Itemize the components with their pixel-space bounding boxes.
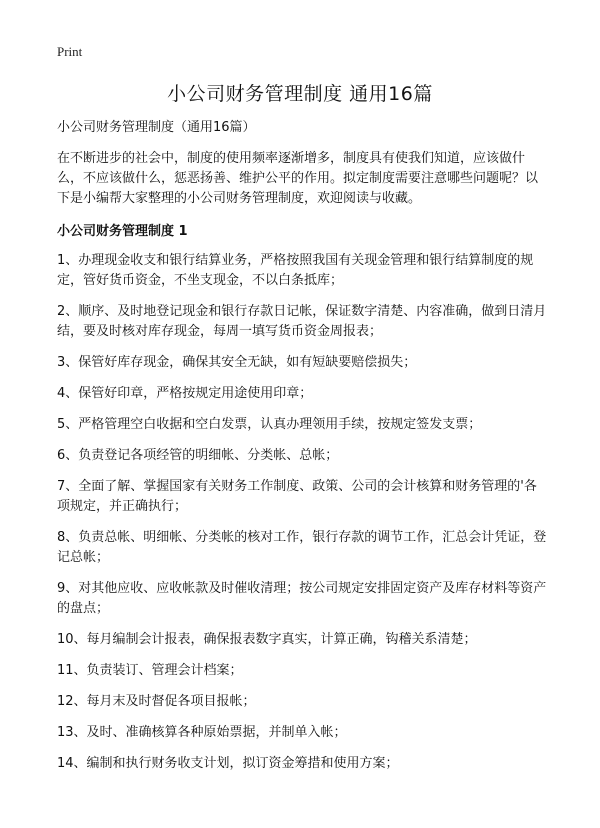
list-item: 2、顺序、及时地登记现金和银行存款日记帐，保证数字清楚、内容准确，做到日清月结，要及时核对库存现金，每周一填写货币资金周报表； (57, 304, 547, 339)
list-item: 10、每月编制会计报表，确保报表数字真实，计算正确，钩稽关系清楚； (57, 632, 477, 647)
section-heading: 小公司财务管理制度 1 (57, 224, 188, 239)
list-item: 12、每月末及时督促各项目报帐； (57, 694, 256, 709)
list-item: 3、保管好库存现金，确保其安全无缺，如有短缺要赔偿损失； (57, 355, 417, 370)
list-item: 14、编制和执行财务收支计划，拟订资金筹措和使用方案； (57, 756, 399, 771)
page-title: 小公司财务管理制度 通用16篇 (167, 83, 433, 105)
list-item: 13、及时、准确核算各种原始票据，并制单入帐； (57, 725, 347, 740)
article-body (57, 118, 547, 785)
intro-paragraph: 在不断进步的社会中，制度的使用频率逐渐增多，制度具有使我们知道，应该做什么，不应该做什么，惩恶扬善、维护公平的作用。拟定制度需要注意哪些问题呢？以下是小编帮大家整理的小公司财务管理制度，欢迎阅读与收藏。 (57, 151, 539, 206)
list-item: 7、全面了解、掌握国家有关财务工作制度、政策、公司的会计核算和财务管理的'各项规定，并正确执行； (57, 479, 537, 514)
list-item: 11、负责装订、管理会计档案； (57, 663, 243, 678)
list-item: 4、保管好印章，严格按规定用途使用印章； (57, 386, 313, 401)
list-item: 5、严格管理空白收据和空白发票，认真办理领用手续，按规定签发支票； (57, 417, 482, 432)
list-item: 9、对其他应收、应收帐款及时催收清理；按公司规定安排固定资产及库存材料等资产的盘点； (57, 581, 547, 616)
list-item: 8、负责总帐、明细帐、分类帐的核对工作，银行存款的调节工作，汇总会计凭证，登记总帐； (57, 530, 547, 565)
list-item: 6、负责登记各项经管的明细帐、分类帐、总帐； (57, 448, 339, 463)
list-item: 1、办理现金收支和银行结算业务，严格按照我国有关现金管理和银行结算制度的规定，管好货币资金，不坐支现金，不以白条抵库； (57, 253, 534, 288)
print-link[interactable]: Print (57, 44, 83, 59)
article-subtitle: 小公司财务管理制度（通用16篇） (57, 120, 256, 135)
